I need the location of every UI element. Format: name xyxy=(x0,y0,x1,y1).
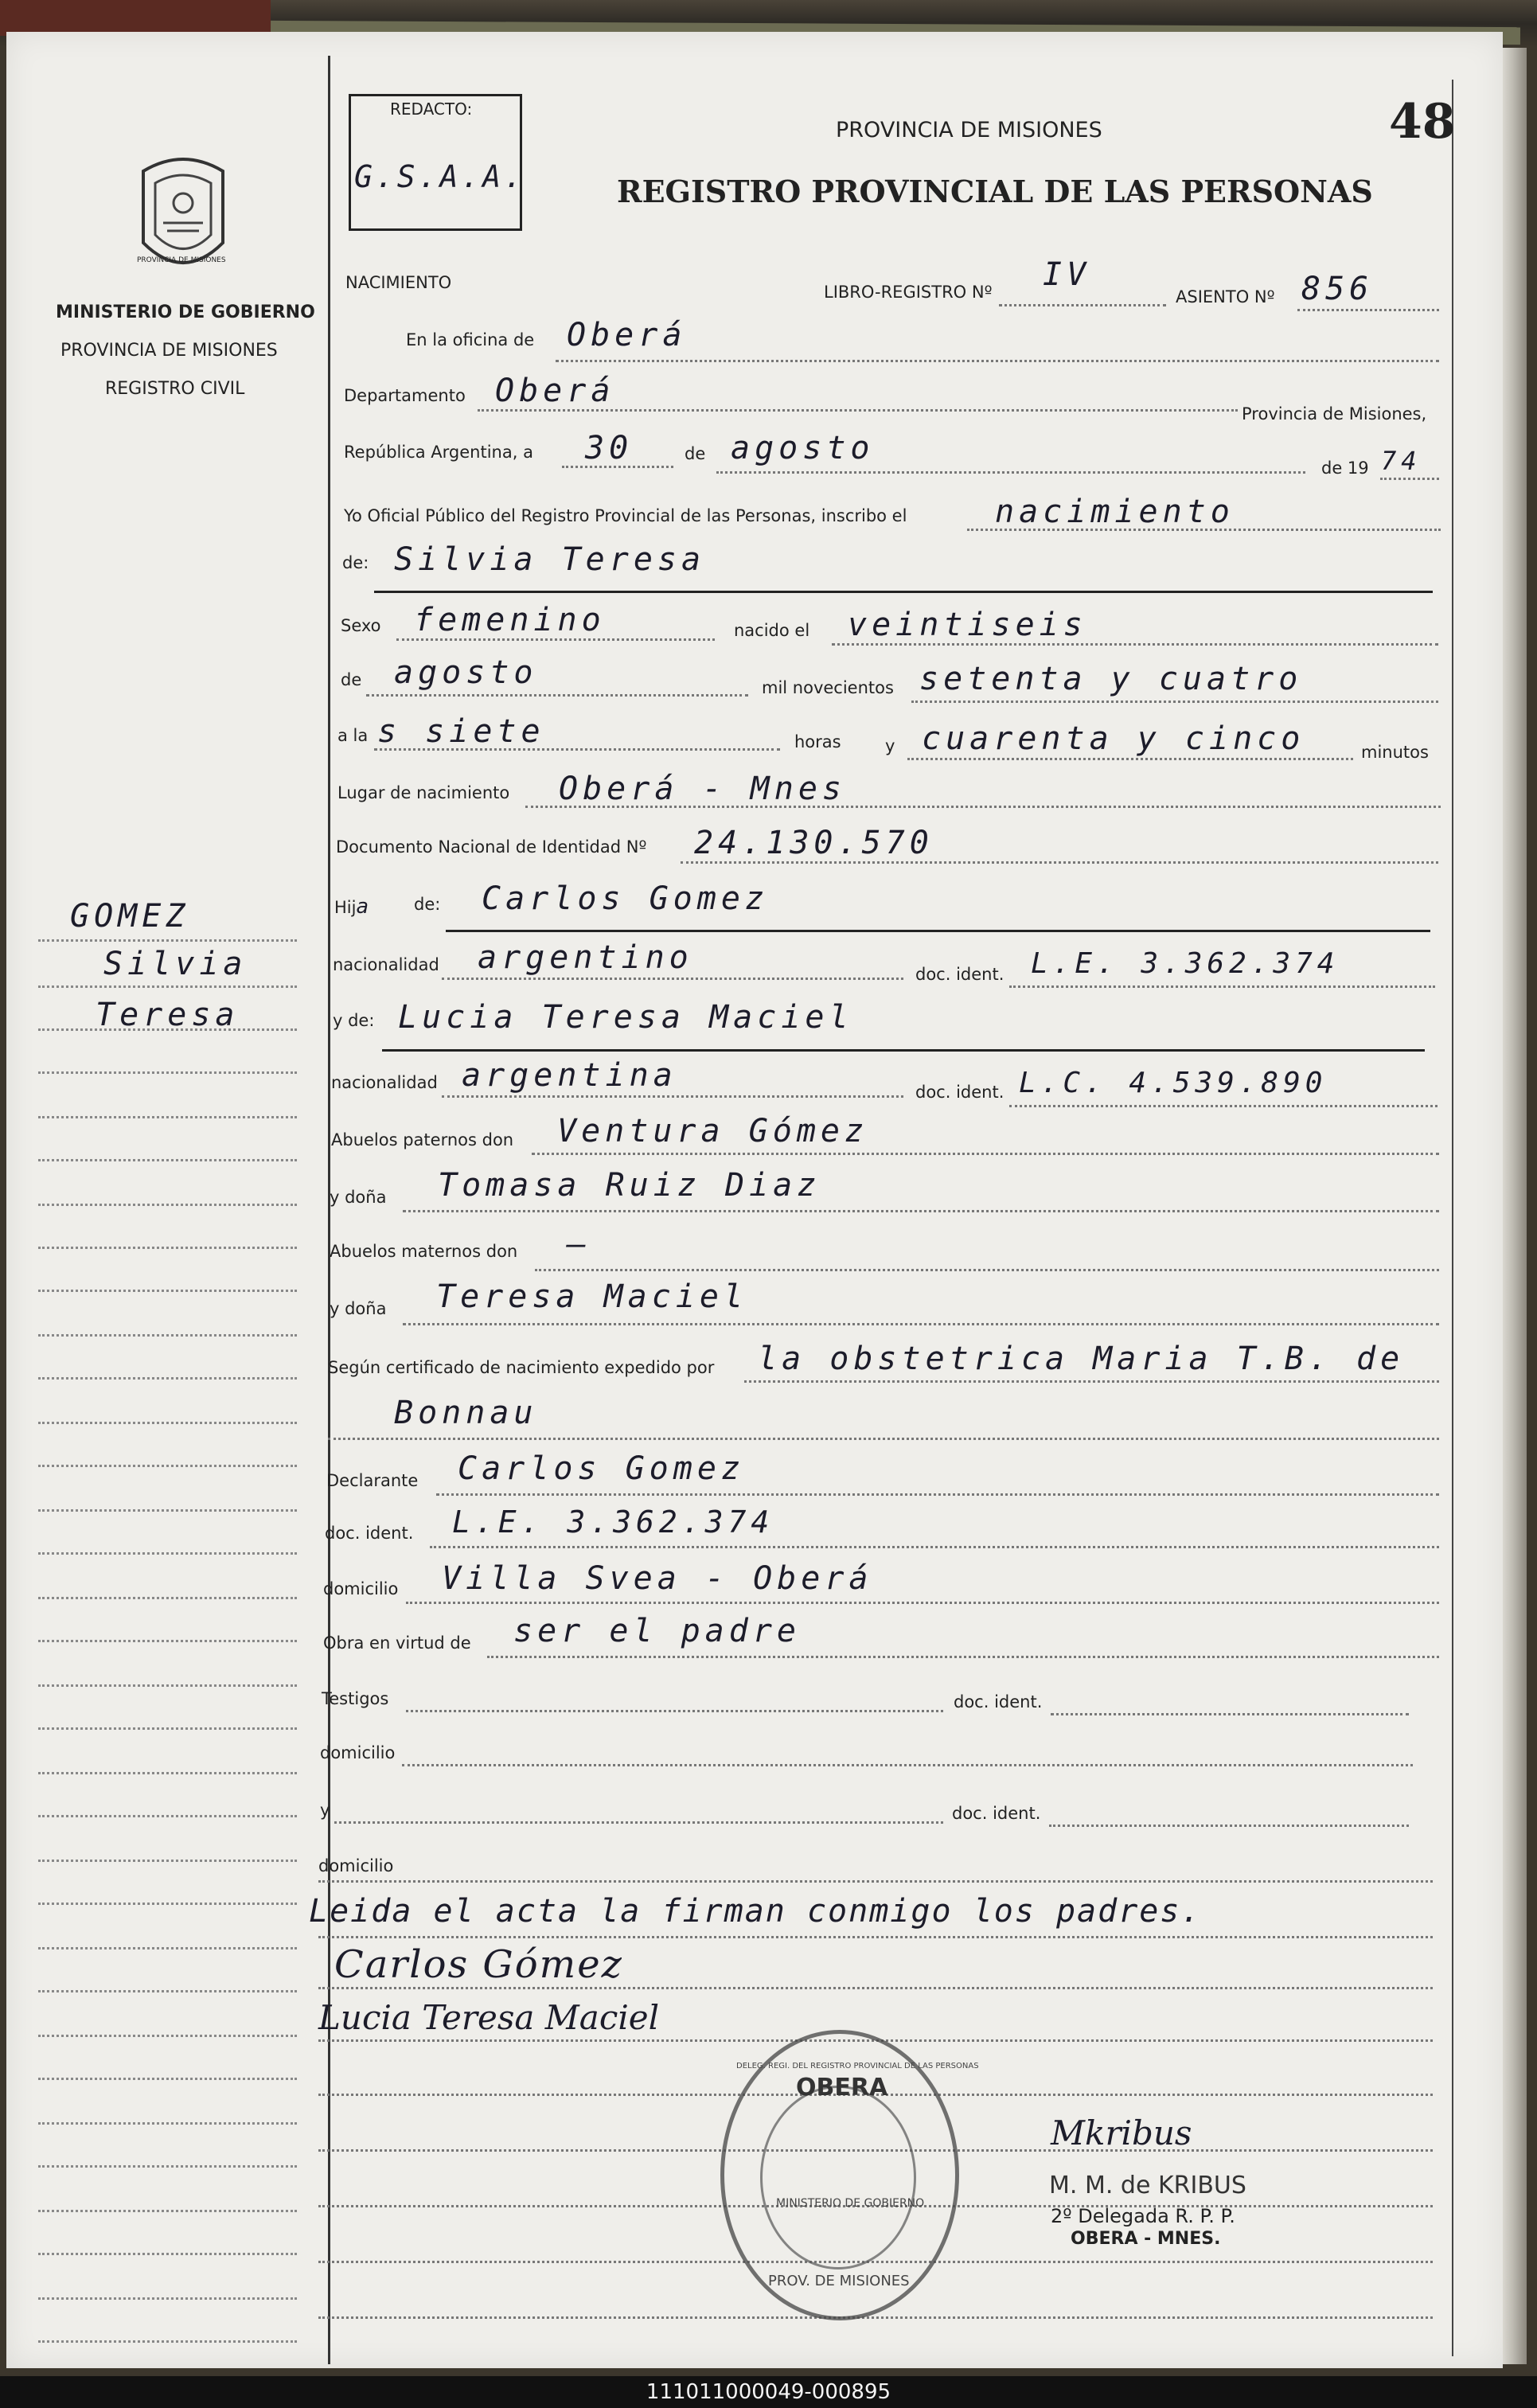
right-rule xyxy=(1452,80,1453,2356)
anio-dots xyxy=(1380,478,1439,480)
obra-label: Obra en virtud de xyxy=(323,1633,471,1653)
abuelos-mat-label: Abuelos maternos don xyxy=(330,1242,518,1261)
seal-text: PROVINCIA DE MISIONES xyxy=(137,256,226,264)
mes2-dots xyxy=(366,694,748,697)
obra-dots xyxy=(487,1656,1439,1658)
testigos-doc-dots xyxy=(1051,1713,1409,1715)
lugar-value: Oberá - Mnes xyxy=(559,771,846,807)
abuelo-mat-value: — xyxy=(567,1226,591,1263)
ministry-line2: PROVINCIA DE MISIONES xyxy=(60,341,278,361)
record-type: NACIMIENTO xyxy=(345,273,452,292)
dni-dots xyxy=(681,861,1438,864)
province-heading: PROVINCIA DE MISIONES xyxy=(836,118,1102,142)
padre-doc-dots xyxy=(1009,985,1435,988)
declarante-dots xyxy=(436,1493,1439,1496)
declarante-doc-value: L.E. 3.362.374 xyxy=(452,1505,774,1540)
y2-doc-dots xyxy=(1049,1825,1409,1827)
testigos-domicilio-label: domicilio xyxy=(320,1743,396,1762)
redacto-label: REDACTO: xyxy=(390,100,473,119)
domicilio2-dots xyxy=(318,1880,1433,1883)
segun-value2: Bonnau xyxy=(394,1395,538,1431)
mil-label: mil novecientos xyxy=(762,678,894,697)
ala-label: a la xyxy=(337,726,369,745)
dni-value: 24.130.570 xyxy=(694,825,934,861)
official-signature: Mkribus xyxy=(1051,2113,1192,2152)
abuela-mat-value: Teresa Maciel xyxy=(436,1278,748,1315)
hijo-de-label: de: xyxy=(414,895,441,914)
madre-doc-label: doc. ident. xyxy=(915,1083,1005,1102)
segun2-dots xyxy=(328,1438,1439,1440)
domicilio-value: Villa Svea - Oberá xyxy=(442,1560,873,1597)
testigos-doc-label: doc. ident. xyxy=(954,1692,1043,1711)
stamp-inner-text: MINISTERIO DE GOBIERNO xyxy=(776,2197,925,2210)
domicilio2-label: domicilio xyxy=(318,1856,394,1875)
ydona-mat-label: y doña xyxy=(330,1299,387,1318)
document-title: REGISTRO PROVINCIAL DE LAS PERSONAS xyxy=(617,174,1373,209)
mes2-value: agosto xyxy=(394,654,538,691)
madre-doc-dots xyxy=(1009,1105,1438,1107)
de-label: de xyxy=(685,444,706,463)
de2-label: de xyxy=(341,670,362,689)
closing-text: Leida el acta la firman conmigo los padres. xyxy=(309,1893,1202,1930)
dni-label: Documento Nacional de Identidad Nº xyxy=(336,837,647,857)
oficina-label: En la oficina de xyxy=(406,330,535,349)
nacido-dots xyxy=(832,643,1438,646)
abuela-pat-value: Tomasa Ruiz Diaz xyxy=(438,1167,821,1204)
margin-given1: Silvia xyxy=(103,946,248,982)
asiento-value: 856 xyxy=(1301,271,1374,307)
departamento-label: Departamento xyxy=(344,386,466,405)
madre-nac-label: nacionalidad xyxy=(331,1073,438,1092)
nacido-value: veintiseis xyxy=(848,607,1087,643)
y2-label: y xyxy=(320,1801,330,1820)
abuelos-pat-label: Abuelos paternos don xyxy=(331,1130,514,1149)
padre-nac-dots xyxy=(442,978,903,980)
testigos-label: Testigos xyxy=(322,1689,389,1708)
horas-value: s siete xyxy=(377,713,545,750)
abuelo-pat-dots xyxy=(532,1153,1439,1155)
stamp-ring-text: DELEG. REGI. DEL REGISTRO PROVINCIAL DE LAS PERSONAS xyxy=(736,2062,979,2070)
official-place: OBERA - MNES. xyxy=(1071,2229,1221,2249)
de-nombre-label: de: xyxy=(342,553,369,572)
y2-doc-label: doc. ident. xyxy=(952,1804,1041,1823)
provincia-label: Provincia de Misiones, xyxy=(1242,404,1427,423)
padre-doc-label: doc. ident. xyxy=(915,965,1005,984)
y2-dots xyxy=(334,1821,943,1824)
official-stamp-inner xyxy=(760,2086,916,2269)
anio-value: 74 xyxy=(1381,446,1422,476)
minutos-dots xyxy=(907,758,1353,760)
y-label: y xyxy=(885,736,895,755)
asiento-label: ASIENTO Nº xyxy=(1176,287,1275,306)
ydona-pat-label: y doña xyxy=(330,1188,387,1207)
testigos-dots xyxy=(406,1710,943,1712)
official-role: 2º Delegada R. P. P. xyxy=(1051,2205,1235,2227)
abuela-pat-dots xyxy=(403,1210,1439,1212)
padre-nac-label: nacionalidad xyxy=(333,955,439,974)
abuelo-pat-value: Ventura Gómez xyxy=(557,1113,869,1149)
nombre-rule xyxy=(374,591,1433,593)
ministry-line1: MINISTERIO DE GOBIERNO xyxy=(56,302,315,322)
horas-label: horas xyxy=(794,732,841,751)
dia-value: 30 xyxy=(585,430,634,466)
madre-doc-value: L.C. 4.539.890 xyxy=(1019,1067,1328,1099)
margin-surname: GOMEZ xyxy=(70,898,190,935)
stamp-center-text: OBERA xyxy=(796,2074,888,2102)
closing-dots xyxy=(318,1936,1433,1938)
declarante-doc-dots xyxy=(430,1546,1439,1548)
obra-value: ser el padre xyxy=(513,1613,801,1649)
cover-corner xyxy=(0,0,271,36)
minutos-value: cuarenta y cinco xyxy=(922,720,1305,757)
stamp-bottom-text: PROV. DE MISIONES xyxy=(768,2273,910,2289)
sig1-dots xyxy=(318,1987,1433,1989)
domicilio-dots xyxy=(406,1602,1439,1604)
madre-value: Lucia Teresa Maciel xyxy=(398,999,853,1036)
testigos-domicilio-dots xyxy=(402,1764,1413,1766)
hijo-suffix: a xyxy=(356,895,369,919)
libro-label: LIBRO-REGISTRO Nº xyxy=(824,283,993,302)
segun-value: la obstetrica Maria T.B. de xyxy=(758,1341,1405,1377)
official-name: M. M. de KRIBUS xyxy=(1049,2172,1246,2199)
nombre-value: Silvia Teresa xyxy=(394,541,706,578)
sexo-label: Sexo xyxy=(341,616,381,635)
declarante-value: Carlos Gomez xyxy=(458,1450,745,1487)
signature-mother: Lucia Teresa Maciel xyxy=(318,1998,660,2037)
sexo-dots xyxy=(396,638,715,641)
page-number: 48 xyxy=(1389,94,1456,150)
oficina-dots xyxy=(556,360,1439,362)
oficial-value: nacimiento xyxy=(995,494,1235,530)
nacido-label: nacido el xyxy=(734,621,810,640)
blank-dots-5 xyxy=(318,2316,1433,2319)
page-edge xyxy=(1503,48,1527,2364)
mil-value: setenta y cuatro xyxy=(919,661,1303,697)
oficial-label: Yo Oficial Público del Registro Provincial de las Personas, inscribo el xyxy=(344,506,907,525)
sexo-value: femenino xyxy=(414,602,606,638)
padre-rule xyxy=(446,930,1430,932)
libro-value: IV xyxy=(1043,256,1091,293)
segun-label: Según certificado de nacimiento expedido por xyxy=(328,1358,715,1377)
anio-label: de 19 xyxy=(1321,459,1369,478)
libro-dots xyxy=(999,304,1166,306)
declarante-label: Declarante xyxy=(326,1471,419,1490)
departamento-dots xyxy=(478,409,1238,412)
oficina-value: Oberá xyxy=(567,317,687,353)
mil-dots xyxy=(911,701,1438,703)
signature-father: Carlos Gómez xyxy=(334,1942,623,1987)
segun-dots xyxy=(744,1380,1439,1383)
domicilio-label: domicilio xyxy=(323,1579,399,1598)
madre-rule xyxy=(382,1049,1425,1052)
declarante-doc-label: doc. ident. xyxy=(325,1524,414,1543)
abuela-mat-dots xyxy=(403,1323,1439,1325)
madre-nac-value: argentina xyxy=(462,1057,677,1094)
abuelo-mat-dots xyxy=(535,1269,1439,1271)
minutos-label: minutos xyxy=(1361,743,1429,762)
asiento-dots xyxy=(1297,309,1439,311)
hijo-label: Hija xyxy=(334,895,369,919)
padre-doc-value: L.E. 3.362.374 xyxy=(1031,947,1340,980)
padre-nac-value: argentino xyxy=(478,939,693,976)
ministry-line3: REGISTRO CIVIL xyxy=(105,379,245,399)
mes-value: agosto xyxy=(731,430,875,466)
footer-id: 111011000049-000895 xyxy=(0,2376,1537,2408)
mes-dots xyxy=(716,471,1305,474)
republica-label: República Argentina, a xyxy=(344,443,533,462)
madre-nac-dots xyxy=(442,1095,903,1098)
margin-given2: Teresa xyxy=(96,997,240,1033)
yde-label: y de: xyxy=(333,1011,375,1030)
lugar-label: Lugar de nacimiento xyxy=(337,783,510,802)
departamento-value: Oberá xyxy=(495,373,615,409)
padre-value: Carlos Gomez xyxy=(482,880,769,917)
redacto-value: G.S.A.A. xyxy=(354,159,526,194)
